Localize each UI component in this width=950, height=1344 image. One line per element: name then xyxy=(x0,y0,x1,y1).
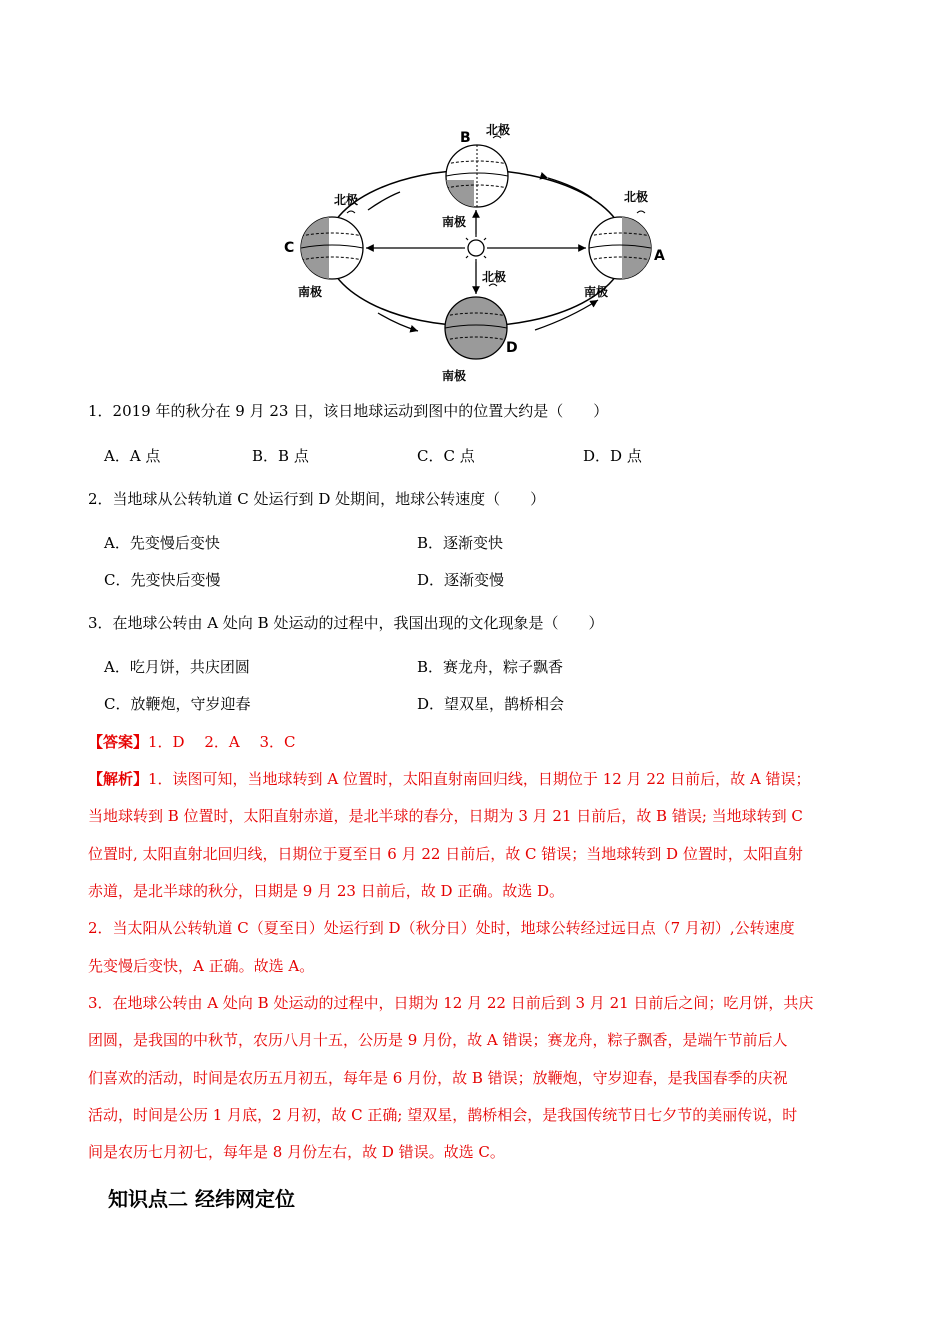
label-south-pole-a: 南极 xyxy=(584,285,609,299)
q1-option-c: C．C 点 xyxy=(417,447,475,465)
q1-option-b: B．B 点 xyxy=(252,447,309,465)
analysis-line-4: 赤道，是北半球的秋分，日期是 9 月 23 日前后，故 D 正确。故选 D。 xyxy=(88,882,565,900)
analysis-line-11: 间是农历七月初七，每年是 8 月份左右，故 D 错误。故选 C。 xyxy=(88,1143,505,1161)
answer-label: 【答案】 xyxy=(88,733,149,751)
orbit-arrow-bottom-right xyxy=(535,300,598,330)
earth-orbit-diagram xyxy=(280,118,680,388)
q3-option-a: A．吃月饼，共庆团圆 xyxy=(104,658,250,676)
q1-option-a: A．A 点 xyxy=(104,447,161,465)
section-title: 知识点二 经纬网定位 xyxy=(108,1187,295,1211)
q2-option-a: A．先变慢后变快 xyxy=(104,534,220,552)
label-north-pole-c: 北极 xyxy=(334,193,359,207)
label-b: B xyxy=(460,130,471,146)
question-1-text: 1．2019 年的秋分在 9 月 23 日，该日地球运动到图中的位置大约是（ ） xyxy=(88,402,609,420)
question-3-text: 3．在地球公转由 A 处向 B 处运动的过程中，我国出现的文化现象是（ ） xyxy=(88,614,604,632)
earth-c xyxy=(301,217,363,279)
question-2-text: 2．当地球从公转轨道 C 处运行到 D 处期间，地球公转速度（ ） xyxy=(88,490,546,508)
q3-option-c: C．放鞭炮，守岁迎春 xyxy=(104,695,251,713)
analysis-text-1: 1．读图可知，当地球转到 A 位置时，太阳直射南回归线，日期位于 12 月 22 日前后，故 A 错误； xyxy=(148,770,811,788)
orbit-arrow-bottom-left xyxy=(378,313,418,331)
label-south-pole-d: 南极 xyxy=(442,369,467,383)
answer-block xyxy=(88,731,296,753)
q2-option-b: B．逐渐变快 xyxy=(417,534,504,552)
answer-text: 1．D 2．A 3．C xyxy=(148,733,296,751)
label-south-pole-c: 南极 xyxy=(298,285,323,299)
analysis-label: 【解析】 xyxy=(88,770,149,788)
sun-icon xyxy=(462,234,490,262)
analysis-line-5: 2．当太阳从公转轨道 C（夏至日）处运行到 D（秋分日）处时，地球公转经过远日点（7 月初）,公转速度 xyxy=(88,919,795,937)
q3-option-d: D．望双星，鹊桥相会 xyxy=(417,695,565,713)
q2-option-d: D．逐渐变慢 xyxy=(417,571,505,589)
analysis-line-3: 位置时, 太阳直射北回归线，日期位于夏至日 6 月 22 日前后，故 C 错误；当地球转到 D 位置时，太阳直射 xyxy=(88,845,803,863)
label-north-pole-a: 北极 xyxy=(624,190,649,204)
q2-option-c: C．先变快后变慢 xyxy=(104,571,221,589)
analysis-line-2: 当地球转到 B 位置时，太阳直射赤道，是北半球的春分，日期为 3 月 21 日前后，故 B 错误; 当地球转到 C xyxy=(88,807,803,825)
label-c: C xyxy=(284,240,295,256)
analysis-line-6: 先变慢后变快，A 正确。故选 A。 xyxy=(88,957,315,975)
earth-d xyxy=(445,297,507,359)
analysis-line-7: 3．在地球公转由 A 处向 B 处运动的过程中，日期为 12 月 22 日前后到 3 月 21 日前后之间；吃月饼，共庆 xyxy=(88,994,814,1012)
earth-a xyxy=(589,217,653,279)
label-south-pole-b: 南极 xyxy=(442,215,467,229)
label-north-pole-d: 北极 xyxy=(482,270,507,284)
label-north-pole-b: 北极 xyxy=(486,123,511,137)
earth-b xyxy=(446,145,508,208)
analysis-line-8: 团圆，是我国的中秋节，农历八月十五，公历是 9 月份，故 A 错误；赛龙舟，粽子飘香，是端午节前后人 xyxy=(88,1031,788,1049)
analysis-line-10: 活动，时间是公历 1 月底，2 月初，故 C 正确; 望双星，鹊桥相会，是我国传统节日七夕节的美丽传说，时 xyxy=(88,1106,798,1124)
label-d: D xyxy=(506,340,518,356)
q1-option-d: D．D 点 xyxy=(583,447,642,465)
analysis-line-9: 们喜欢的活动，时间是农历五月初五，每年是 6 月份，故 B 错误；放鞭炮，守岁迎春，是我国春季的庆祝 xyxy=(88,1069,788,1087)
label-a: A xyxy=(654,248,665,264)
orbit-arrow-top-left xyxy=(368,192,400,210)
analysis-line-1 xyxy=(88,768,811,790)
q3-option-b: B．赛龙舟，粽子飘香 xyxy=(417,658,564,676)
